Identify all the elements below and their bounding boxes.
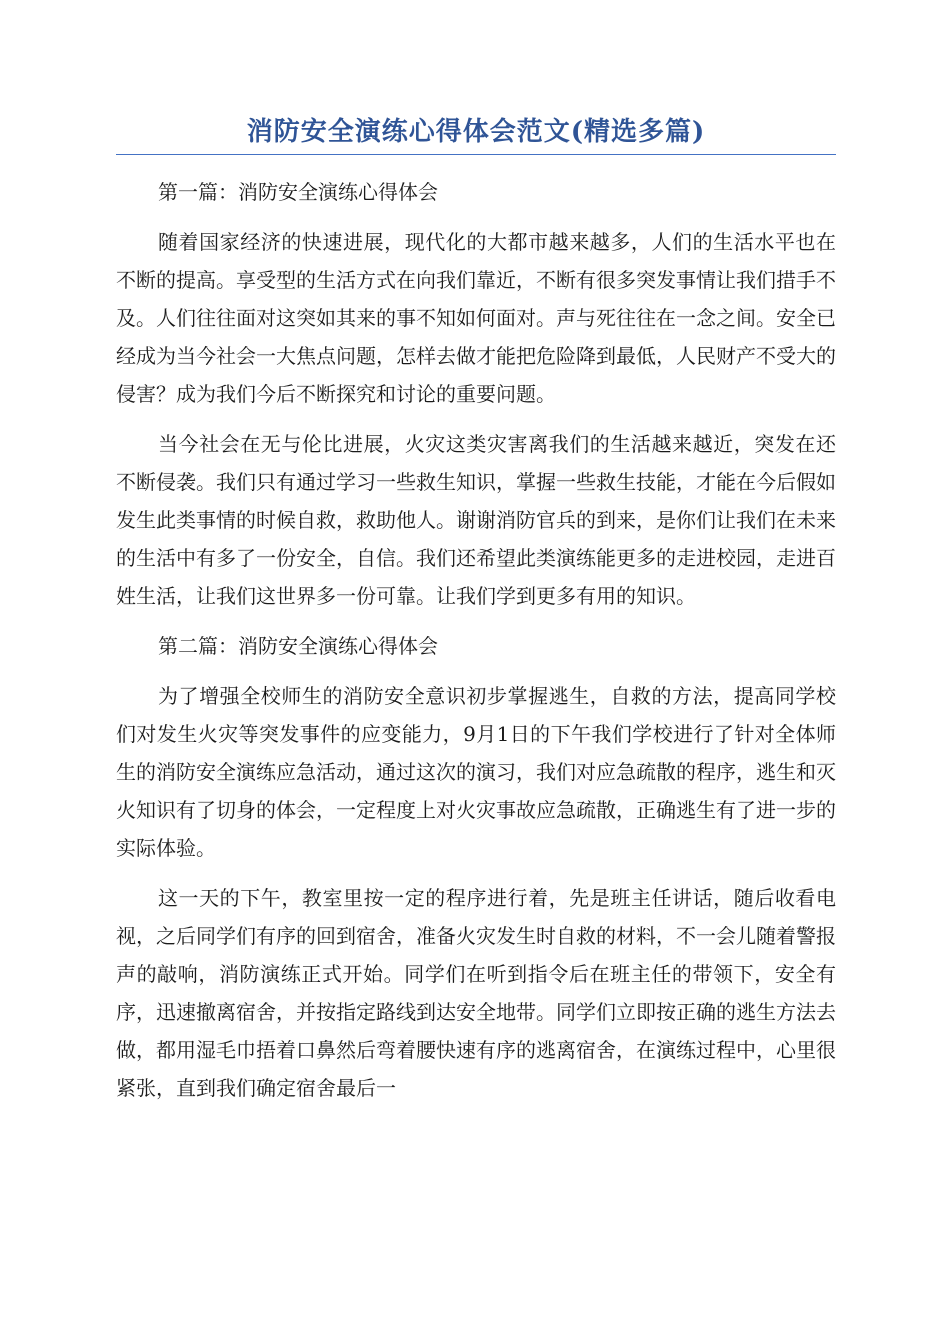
section-heading-1: 第一篇：消防安全演练心得体会 bbox=[158, 180, 438, 204]
document-page bbox=[116, 112, 836, 1119]
section-heading-2: 第二篇：消防安全演练心得体会 bbox=[158, 634, 438, 658]
paragraph: 当今社会在无与伦比进展，火灾这类灾害离我们的生活越来越近，突发在还不断侵袭。我们只有通过学习一些救生知识，掌握一些救生技能，才能在今后假如发生此类事情的时候自救，救助他人。谢谢消防官兵的到来，是你们让我们在未来的生活中有多了一份安全，自信。我们还希望此类演练能更多的走进校园，走进百姓生活，让我们这世界多一份可靠。让我们学到更多有用的知识。 bbox=[116, 432, 836, 608]
document-title: 消防安全演练心得体会范文(精选多篇) bbox=[246, 117, 706, 147]
paragraph: 为了增强全校师生的消防安全意识初步掌握逃生，自救的方法，提高同学校们对发生火灾等突发事件的应变能力，9月1日的下午我们学校进行了针对全体师生的消防安全演练应急活动，通过这次的演习，我们对应急疏散的程序，逃生和灭火知识有了切身的体会，一定程度上对火灾事故应急疏散，正确逃生有了进一步的实际体验。 bbox=[116, 684, 836, 860]
title-underline bbox=[116, 154, 836, 155]
paragraph: 随着国家经济的快速进展，现代化的大都市越来越多，人们的生活水平也在不断的提高。享受型的生活方式在向我们靠近，不断有很多突发事情让我们措手不及。人们往往面对这突如其来的事不知如何面对。声与死往往在一念之间。安全已经成为当今社会一大焦点问题，怎样去做才能把危险降到最低，人民财产不受大的侵害？成为我们今后不断探究和讨论的重要问题。 bbox=[116, 230, 836, 406]
paragraph: 这一天的下午，教室里按一定的程序进行着，先是班主任讲话，随后收看电视，之后同学们有序的回到宿舍，准备火灾发生时自救的材料，不一会儿随着警报声的敲响，消防演练正式开始。同学们在听到指令后在班主任的带领下，安全有序，迅速撤离宿舍，并按指定路线到达安全地带。同学们立即按正确的逃生方法去做，都用湿毛巾捂着口鼻然后弯着腰快速有序的逃离宿舍，在演练过程中，心里很紧张，直到我们确定宿舍最后一 bbox=[116, 886, 836, 1100]
